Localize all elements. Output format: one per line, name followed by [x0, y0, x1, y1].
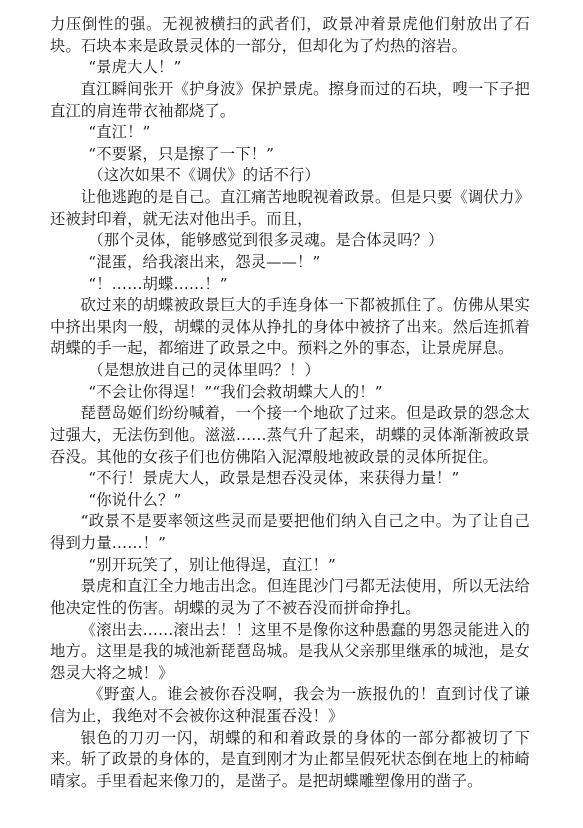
- dialogue-line: “！……胡蝶……！”: [88, 274, 228, 293]
- dialogue-line: “不会让你得逞！”“我们会救胡蝶大人的！”: [88, 382, 383, 401]
- dialogue-line: “别开玩笑了，别让他得逞，直江！”: [88, 555, 336, 574]
- dialogue-line: “政景不是要率领这些灵而是要把他们纳入自己之中。为了让自己得到力量……！”: [50, 512, 530, 552]
- inner-thought: （是想放进自己的灵体里吗？！）: [88, 361, 320, 379]
- dialogue-line: “直江！”: [88, 123, 151, 142]
- dialogue-line: “不行！景虎大人，政景是想吞没灵体，来获得力量！”: [88, 469, 460, 488]
- dialogue-line: “你说什么？”: [88, 490, 182, 509]
- novel-page: [50, 14, 530, 793]
- dialogue-line: “不要紧，只是擦了一下！”: [88, 144, 275, 163]
- paragraph: 景虎和直江全力地击出念。但连毘沙门弓都无法使用，所以无法给他决定性的伤害。胡蝶的灵为了不被吞没而拼命挣扎。: [50, 577, 530, 617]
- dialogue-line: “混蛋，给我滚出来，怨灵——！”: [88, 252, 321, 271]
- paragraph: 直江瞬间张开《护身波》保护景虎。擦身而过的石块，嗖一下子把直江的肩连带衣袖都烧了。: [50, 79, 530, 120]
- dialogue-line: “景虎大人！”: [88, 58, 182, 77]
- paragraph: 砍过来的胡蝶被政景巨大的手连身体一下都被抓住了。仿佛从果实中挤出果肉一般，胡蝶的灵体从挣扎的身体中被挤了出来。然后连抓着胡蝶的手一起，都缩进了政景之中。预料之外的事态，让景虎屏息。: [50, 296, 530, 358]
- spirit-speech: 《野蛮人。谁会被你吞没啊，我会为一族报仇的！直到讨伐了谦信为止，我绝对不会被你这种混蛋吞没！》: [50, 685, 530, 725]
- spirit-speech: 《滚出去……滚出去！！这里不是像你这种愚蠢的男怨灵能进入的地方。这里是我的城池新琵琶岛城。是我从父亲那里继承的城池，是女怨灵大将之城！》: [50, 620, 530, 682]
- paragraph: 力压倒性的强。无视被横扫的武者们，政景冲着景虎他们射放出了石块。石块本来是政景灵体的一部分，但却化为了灼热的溶岩。: [50, 15, 530, 55]
- inner-thought: （这次如果不《调伏》的话不行）: [88, 166, 320, 185]
- paragraph: 银色的刀刃一闪，胡蝶的和和着政景的身体的一部分都被切了下来。斩了政景的身体的，是直到刚才为止都呈假死状态倒在地上的柿崎晴家。手里看起来像刀的，是凿子。是把胡蝶雕塑像用的凿子。: [50, 728, 530, 790]
- inner-thought: （那个灵体，能够感觉到很多灵魂。是合体灵吗？）: [88, 231, 444, 250]
- paragraph: 让他逃跑的是自己。直江痛苦地睨视着政景。但是只要《调伏力》还被封印着，就无法对他出手。而且，: [50, 188, 530, 228]
- paragraph: 琵琶岛姬们纷纷喊着，一个接一个地砍了过来。但是政景的怨念太过强大，无法伤到他。滋滋……蒸气升了起来，胡蝶的灵体渐渐被政景吞没。其他的女孩子们也仿佛陷入泥潭般地被政景的灵体所捉住。: [50, 404, 530, 466]
